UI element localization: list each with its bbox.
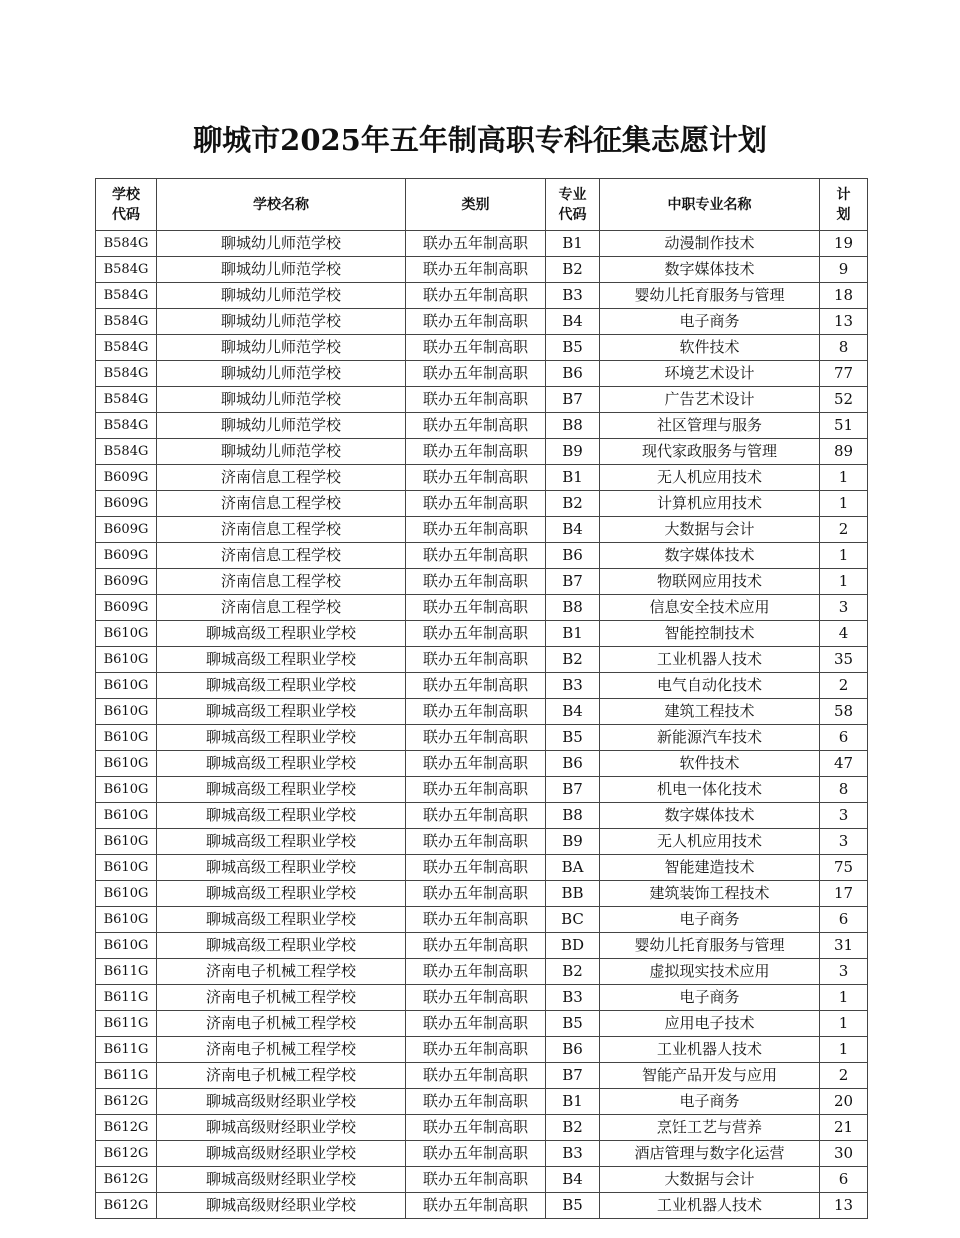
cell-category: 联办五年制高职 bbox=[406, 829, 546, 855]
cell-major-name: 计算机应用技术 bbox=[600, 491, 820, 517]
cell-major-code: B4 bbox=[546, 309, 600, 335]
cell-school-name: 济南电子机械工程学校 bbox=[157, 959, 406, 985]
cell-category: 联办五年制高职 bbox=[406, 595, 546, 621]
cell-category: 联办五年制高职 bbox=[406, 1167, 546, 1193]
cell-major-code: B3 bbox=[546, 673, 600, 699]
cell-category: 联办五年制高职 bbox=[406, 1063, 546, 1089]
cell-school-name: 聊城高级工程职业学校 bbox=[157, 725, 406, 751]
cell-category: 联办五年制高职 bbox=[406, 881, 546, 907]
table-row bbox=[96, 387, 868, 413]
cell-school-name: 济南电子机械工程学校 bbox=[157, 1011, 406, 1037]
cell-school-code: B610G bbox=[96, 803, 157, 829]
cell-plan: 8 bbox=[820, 777, 868, 803]
table-row bbox=[96, 543, 868, 569]
table-row bbox=[96, 1089, 868, 1115]
header-school-code: 学校代码 bbox=[96, 179, 157, 231]
cell-school-code: B612G bbox=[96, 1167, 157, 1193]
cell-school-name: 聊城幼儿师范学校 bbox=[157, 387, 406, 413]
table-row bbox=[96, 725, 868, 751]
cell-major-name: 新能源汽车技术 bbox=[600, 725, 820, 751]
cell-major-code: B3 bbox=[546, 1141, 600, 1167]
cell-category: 联办五年制高职 bbox=[406, 361, 546, 387]
table-row bbox=[96, 595, 868, 621]
cell-school-name: 聊城高级财经职业学校 bbox=[157, 1193, 406, 1219]
cell-school-name: 聊城高级工程职业学校 bbox=[157, 855, 406, 881]
cell-category: 联办五年制高职 bbox=[406, 803, 546, 829]
cell-major-code: B1 bbox=[546, 465, 600, 491]
cell-category: 联办五年制高职 bbox=[406, 699, 546, 725]
cell-school-code: B610G bbox=[96, 699, 157, 725]
cell-plan: 51 bbox=[820, 413, 868, 439]
cell-major-code: B3 bbox=[546, 985, 600, 1011]
table-row bbox=[96, 959, 868, 985]
cell-major-name: 应用电子技术 bbox=[600, 1011, 820, 1037]
cell-major-code: BD bbox=[546, 933, 600, 959]
cell-school-name: 聊城高级财经职业学校 bbox=[157, 1141, 406, 1167]
document-title: 聊城市2025年五年制高职专科征集志愿计划 bbox=[193, 123, 767, 157]
cell-school-code: B612G bbox=[96, 1141, 157, 1167]
cell-school-code: B584G bbox=[96, 283, 157, 309]
table-row bbox=[96, 1115, 868, 1141]
table-row bbox=[96, 361, 868, 387]
cell-major-code: B4 bbox=[546, 517, 600, 543]
cell-major-name: 软件技术 bbox=[600, 751, 820, 777]
cell-school-name: 聊城高级工程职业学校 bbox=[157, 829, 406, 855]
cell-plan: 4 bbox=[820, 621, 868, 647]
header-major-name: 中职专业名称 bbox=[600, 179, 820, 231]
cell-school-name: 聊城幼儿师范学校 bbox=[157, 361, 406, 387]
table-row bbox=[96, 881, 868, 907]
cell-plan: 1 bbox=[820, 491, 868, 517]
cell-category: 联办五年制高职 bbox=[406, 387, 546, 413]
cell-major-code: B8 bbox=[546, 413, 600, 439]
cell-category: 联办五年制高职 bbox=[406, 907, 546, 933]
cell-category: 联办五年制高职 bbox=[406, 439, 546, 465]
cell-school-code: B584G bbox=[96, 439, 157, 465]
cell-category: 联办五年制高职 bbox=[406, 985, 546, 1011]
cell-major-name: 工业机器人技术 bbox=[600, 1193, 820, 1219]
cell-plan: 8 bbox=[820, 335, 868, 361]
cell-school-name: 聊城幼儿师范学校 bbox=[157, 257, 406, 283]
cell-major-name: 机电一体化技术 bbox=[600, 777, 820, 803]
cell-major-code: B7 bbox=[546, 777, 600, 803]
cell-school-name: 聊城高级财经职业学校 bbox=[157, 1167, 406, 1193]
cell-category: 联办五年制高职 bbox=[406, 621, 546, 647]
cell-school-name: 聊城高级工程职业学校 bbox=[157, 751, 406, 777]
cell-major-code: B4 bbox=[546, 699, 600, 725]
table-row bbox=[96, 309, 868, 335]
cell-school-code: B584G bbox=[96, 387, 157, 413]
cell-school-name: 聊城幼儿师范学校 bbox=[157, 413, 406, 439]
cell-category: 联办五年制高职 bbox=[406, 257, 546, 283]
cell-major-code: B4 bbox=[546, 1167, 600, 1193]
cell-plan: 89 bbox=[820, 439, 868, 465]
cell-major-code: B2 bbox=[546, 257, 600, 283]
cell-school-code: B584G bbox=[96, 361, 157, 387]
cell-plan: 6 bbox=[820, 725, 868, 751]
cell-plan: 1 bbox=[820, 1037, 868, 1063]
table-body bbox=[96, 231, 868, 1219]
cell-school-name: 聊城幼儿师范学校 bbox=[157, 283, 406, 309]
cell-school-name: 济南信息工程学校 bbox=[157, 595, 406, 621]
cell-school-code: B610G bbox=[96, 673, 157, 699]
cell-plan: 58 bbox=[820, 699, 868, 725]
header-plan: 计划 bbox=[820, 179, 868, 231]
cell-major-code: B2 bbox=[546, 491, 600, 517]
cell-school-name: 济南电子机械工程学校 bbox=[157, 985, 406, 1011]
cell-school-code: B609G bbox=[96, 595, 157, 621]
cell-category: 联办五年制高职 bbox=[406, 1089, 546, 1115]
cell-school-name: 济南信息工程学校 bbox=[157, 569, 406, 595]
cell-major-code: BB bbox=[546, 881, 600, 907]
cell-school-code: B611G bbox=[96, 1011, 157, 1037]
cell-major-name: 婴幼儿托育服务与管理 bbox=[600, 283, 820, 309]
cell-school-code: B610G bbox=[96, 855, 157, 881]
cell-plan: 30 bbox=[820, 1141, 868, 1167]
cell-plan: 9 bbox=[820, 257, 868, 283]
cell-school-code: B609G bbox=[96, 517, 157, 543]
cell-major-code: B7 bbox=[546, 387, 600, 413]
cell-school-code: B584G bbox=[96, 413, 157, 439]
cell-major-name: 智能建造技术 bbox=[600, 855, 820, 881]
plan-table bbox=[95, 178, 868, 1219]
cell-school-name: 聊城高级工程职业学校 bbox=[157, 881, 406, 907]
cell-plan: 18 bbox=[820, 283, 868, 309]
cell-school-code: B610G bbox=[96, 933, 157, 959]
cell-school-name: 聊城高级工程职业学校 bbox=[157, 907, 406, 933]
table-row bbox=[96, 985, 868, 1011]
cell-category: 联办五年制高职 bbox=[406, 1193, 546, 1219]
cell-plan: 1 bbox=[820, 569, 868, 595]
cell-plan: 13 bbox=[820, 309, 868, 335]
cell-school-code: B584G bbox=[96, 309, 157, 335]
cell-category: 联办五年制高职 bbox=[406, 283, 546, 309]
cell-major-code: B7 bbox=[546, 569, 600, 595]
cell-major-name: 烹饪工艺与营养 bbox=[600, 1115, 820, 1141]
table-row bbox=[96, 283, 868, 309]
cell-plan: 35 bbox=[820, 647, 868, 673]
cell-major-name: 数字媒体技术 bbox=[600, 543, 820, 569]
cell-school-name: 聊城幼儿师范学校 bbox=[157, 309, 406, 335]
cell-category: 联办五年制高职 bbox=[406, 959, 546, 985]
cell-school-code: B610G bbox=[96, 829, 157, 855]
cell-major-name: 数字媒体技术 bbox=[600, 257, 820, 283]
cell-plan: 1 bbox=[820, 465, 868, 491]
cell-major-code: B3 bbox=[546, 283, 600, 309]
cell-plan: 6 bbox=[820, 907, 868, 933]
cell-plan: 1 bbox=[820, 985, 868, 1011]
cell-category: 联办五年制高职 bbox=[406, 543, 546, 569]
table-row bbox=[96, 803, 868, 829]
cell-major-name: 大数据与会计 bbox=[600, 1167, 820, 1193]
cell-school-name: 济南信息工程学校 bbox=[157, 465, 406, 491]
cell-school-name: 济南信息工程学校 bbox=[157, 517, 406, 543]
cell-category: 联办五年制高职 bbox=[406, 517, 546, 543]
cell-school-code: B610G bbox=[96, 725, 157, 751]
table-row bbox=[96, 439, 868, 465]
cell-plan: 2 bbox=[820, 1063, 868, 1089]
cell-school-code: B611G bbox=[96, 1063, 157, 1089]
cell-school-name: 聊城高级财经职业学校 bbox=[157, 1115, 406, 1141]
cell-category: 联办五年制高职 bbox=[406, 751, 546, 777]
table-row bbox=[96, 465, 868, 491]
cell-school-code: B611G bbox=[96, 985, 157, 1011]
cell-school-name: 聊城高级工程职业学校 bbox=[157, 933, 406, 959]
cell-plan: 20 bbox=[820, 1089, 868, 1115]
cell-plan: 21 bbox=[820, 1115, 868, 1141]
cell-school-name: 济南电子机械工程学校 bbox=[157, 1037, 406, 1063]
cell-school-code: B612G bbox=[96, 1115, 157, 1141]
cell-plan: 17 bbox=[820, 881, 868, 907]
cell-school-code: B610G bbox=[96, 621, 157, 647]
header-category: 类别 bbox=[406, 179, 546, 231]
cell-major-code: B6 bbox=[546, 361, 600, 387]
cell-major-name: 虚拟现实技术应用 bbox=[600, 959, 820, 985]
table-row bbox=[96, 1037, 868, 1063]
cell-major-code: B2 bbox=[546, 647, 600, 673]
cell-major-name: 数字媒体技术 bbox=[600, 803, 820, 829]
cell-school-code: B609G bbox=[96, 465, 157, 491]
cell-plan: 6 bbox=[820, 1167, 868, 1193]
cell-school-code: B611G bbox=[96, 1037, 157, 1063]
cell-school-name: 聊城高级工程职业学校 bbox=[157, 803, 406, 829]
cell-category: 联办五年制高职 bbox=[406, 1115, 546, 1141]
cell-major-code: B5 bbox=[546, 335, 600, 361]
cell-category: 联办五年制高职 bbox=[406, 777, 546, 803]
table-row bbox=[96, 907, 868, 933]
table-row bbox=[96, 1193, 868, 1219]
cell-plan: 47 bbox=[820, 751, 868, 777]
cell-school-code: B609G bbox=[96, 491, 157, 517]
cell-category: 联办五年制高职 bbox=[406, 231, 546, 257]
cell-category: 联办五年制高职 bbox=[406, 569, 546, 595]
cell-school-code: B609G bbox=[96, 543, 157, 569]
cell-plan: 75 bbox=[820, 855, 868, 881]
table-row bbox=[96, 751, 868, 777]
cell-plan: 31 bbox=[820, 933, 868, 959]
table-row bbox=[96, 1141, 868, 1167]
table-row bbox=[96, 777, 868, 803]
table-row bbox=[96, 673, 868, 699]
cell-category: 联办五年制高职 bbox=[406, 309, 546, 335]
cell-category: 联办五年制高职 bbox=[406, 491, 546, 517]
table-row bbox=[96, 699, 868, 725]
cell-school-name: 聊城高级工程职业学校 bbox=[157, 699, 406, 725]
cell-school-code: B584G bbox=[96, 231, 157, 257]
cell-school-name: 聊城高级工程职业学校 bbox=[157, 621, 406, 647]
cell-school-name: 聊城高级工程职业学校 bbox=[157, 777, 406, 803]
cell-major-name: 信息安全技术应用 bbox=[600, 595, 820, 621]
cell-category: 联办五年制高职 bbox=[406, 1011, 546, 1037]
cell-major-name: 电子商务 bbox=[600, 985, 820, 1011]
cell-category: 联办五年制高职 bbox=[406, 1141, 546, 1167]
cell-plan: 19 bbox=[820, 231, 868, 257]
cell-major-code: B6 bbox=[546, 751, 600, 777]
cell-school-code: B584G bbox=[96, 335, 157, 361]
table-row bbox=[96, 1063, 868, 1089]
header-major-code: 专业代码 bbox=[546, 179, 600, 231]
cell-category: 联办五年制高职 bbox=[406, 1037, 546, 1063]
cell-major-code: B9 bbox=[546, 829, 600, 855]
cell-major-name: 大数据与会计 bbox=[600, 517, 820, 543]
cell-school-name: 聊城高级工程职业学校 bbox=[157, 673, 406, 699]
cell-plan: 3 bbox=[820, 959, 868, 985]
cell-category: 联办五年制高职 bbox=[406, 725, 546, 751]
cell-category: 联办五年制高职 bbox=[406, 413, 546, 439]
table-row bbox=[96, 569, 868, 595]
cell-major-code: B2 bbox=[546, 1115, 600, 1141]
cell-plan: 13 bbox=[820, 1193, 868, 1219]
cell-school-code: B609G bbox=[96, 569, 157, 595]
table-row bbox=[96, 231, 868, 257]
cell-major-name: 广告艺术设计 bbox=[600, 387, 820, 413]
cell-major-name: 智能产品开发与应用 bbox=[600, 1063, 820, 1089]
table-row bbox=[96, 933, 868, 959]
table-row bbox=[96, 491, 868, 517]
cell-major-name: 无人机应用技术 bbox=[600, 465, 820, 491]
cell-major-name: 现代家政服务与管理 bbox=[600, 439, 820, 465]
cell-major-name: 动漫制作技术 bbox=[600, 231, 820, 257]
cell-category: 联办五年制高职 bbox=[406, 855, 546, 881]
cell-school-name: 济南信息工程学校 bbox=[157, 543, 406, 569]
cell-plan: 1 bbox=[820, 1011, 868, 1037]
cell-major-code: B6 bbox=[546, 543, 600, 569]
cell-school-name: 聊城高级财经职业学校 bbox=[157, 1089, 406, 1115]
table-row bbox=[96, 517, 868, 543]
cell-school-code: B611G bbox=[96, 959, 157, 985]
cell-plan: 3 bbox=[820, 803, 868, 829]
cell-major-code: B2 bbox=[546, 959, 600, 985]
cell-category: 联办五年制高职 bbox=[406, 673, 546, 699]
table-header-row bbox=[96, 179, 868, 231]
cell-school-name: 聊城幼儿师范学校 bbox=[157, 439, 406, 465]
cell-school-code: B584G bbox=[96, 257, 157, 283]
cell-school-code: B612G bbox=[96, 1193, 157, 1219]
table-row bbox=[96, 1011, 868, 1037]
table-row bbox=[96, 1167, 868, 1193]
cell-plan: 3 bbox=[820, 829, 868, 855]
cell-major-name: 软件技术 bbox=[600, 335, 820, 361]
cell-major-name: 建筑装饰工程技术 bbox=[600, 881, 820, 907]
cell-major-name: 电子商务 bbox=[600, 907, 820, 933]
cell-school-name: 济南信息工程学校 bbox=[157, 491, 406, 517]
cell-school-name: 聊城高级工程职业学校 bbox=[157, 647, 406, 673]
cell-major-code: B8 bbox=[546, 595, 600, 621]
table-row bbox=[96, 621, 868, 647]
cell-major-name: 物联网应用技术 bbox=[600, 569, 820, 595]
table-row bbox=[96, 257, 868, 283]
cell-plan: 2 bbox=[820, 673, 868, 699]
table-row bbox=[96, 413, 868, 439]
cell-major-name: 工业机器人技术 bbox=[600, 647, 820, 673]
cell-major-code: BA bbox=[546, 855, 600, 881]
cell-major-code: B8 bbox=[546, 803, 600, 829]
cell-major-code: B1 bbox=[546, 621, 600, 647]
cell-major-name: 酒店管理与数字化运营 bbox=[600, 1141, 820, 1167]
cell-major-name: 无人机应用技术 bbox=[600, 829, 820, 855]
cell-major-name: 电子商务 bbox=[600, 309, 820, 335]
cell-major-name: 工业机器人技术 bbox=[600, 1037, 820, 1063]
cell-school-name: 聊城幼儿师范学校 bbox=[157, 231, 406, 257]
table-row bbox=[96, 829, 868, 855]
cell-plan: 77 bbox=[820, 361, 868, 387]
cell-category: 联办五年制高职 bbox=[406, 465, 546, 491]
cell-major-name: 智能控制技术 bbox=[600, 621, 820, 647]
cell-school-code: B610G bbox=[96, 907, 157, 933]
header-school-name: 学校名称 bbox=[157, 179, 406, 231]
cell-major-code: B1 bbox=[546, 1089, 600, 1115]
cell-category: 联办五年制高职 bbox=[406, 933, 546, 959]
cell-major-name: 电子商务 bbox=[600, 1089, 820, 1115]
cell-school-code: B610G bbox=[96, 647, 157, 673]
cell-plan: 3 bbox=[820, 595, 868, 621]
cell-major-name: 婴幼儿托育服务与管理 bbox=[600, 933, 820, 959]
cell-major-code: B5 bbox=[546, 1193, 600, 1219]
cell-school-code: B610G bbox=[96, 881, 157, 907]
cell-major-code: B7 bbox=[546, 1063, 600, 1089]
cell-plan: 1 bbox=[820, 543, 868, 569]
cell-major-name: 环境艺术设计 bbox=[600, 361, 820, 387]
cell-school-code: B610G bbox=[96, 751, 157, 777]
cell-school-code: B610G bbox=[96, 777, 157, 803]
cell-major-name: 社区管理与服务 bbox=[600, 413, 820, 439]
cell-school-name: 聊城幼儿师范学校 bbox=[157, 335, 406, 361]
cell-plan: 52 bbox=[820, 387, 868, 413]
table-row bbox=[96, 335, 868, 361]
cell-major-name: 电气自动化技术 bbox=[600, 673, 820, 699]
table-row bbox=[96, 855, 868, 881]
cell-school-name: 济南电子机械工程学校 bbox=[157, 1063, 406, 1089]
cell-major-code: B1 bbox=[546, 231, 600, 257]
cell-school-code: B612G bbox=[96, 1089, 157, 1115]
cell-plan: 2 bbox=[820, 517, 868, 543]
cell-major-code: B5 bbox=[546, 725, 600, 751]
cell-major-code: B5 bbox=[546, 1011, 600, 1037]
cell-category: 联办五年制高职 bbox=[406, 647, 546, 673]
cell-major-code: B6 bbox=[546, 1037, 600, 1063]
table-row bbox=[96, 647, 868, 673]
cell-major-name: 建筑工程技术 bbox=[600, 699, 820, 725]
cell-major-code: BC bbox=[546, 907, 600, 933]
cell-category: 联办五年制高职 bbox=[406, 335, 546, 361]
cell-major-code: B9 bbox=[546, 439, 600, 465]
